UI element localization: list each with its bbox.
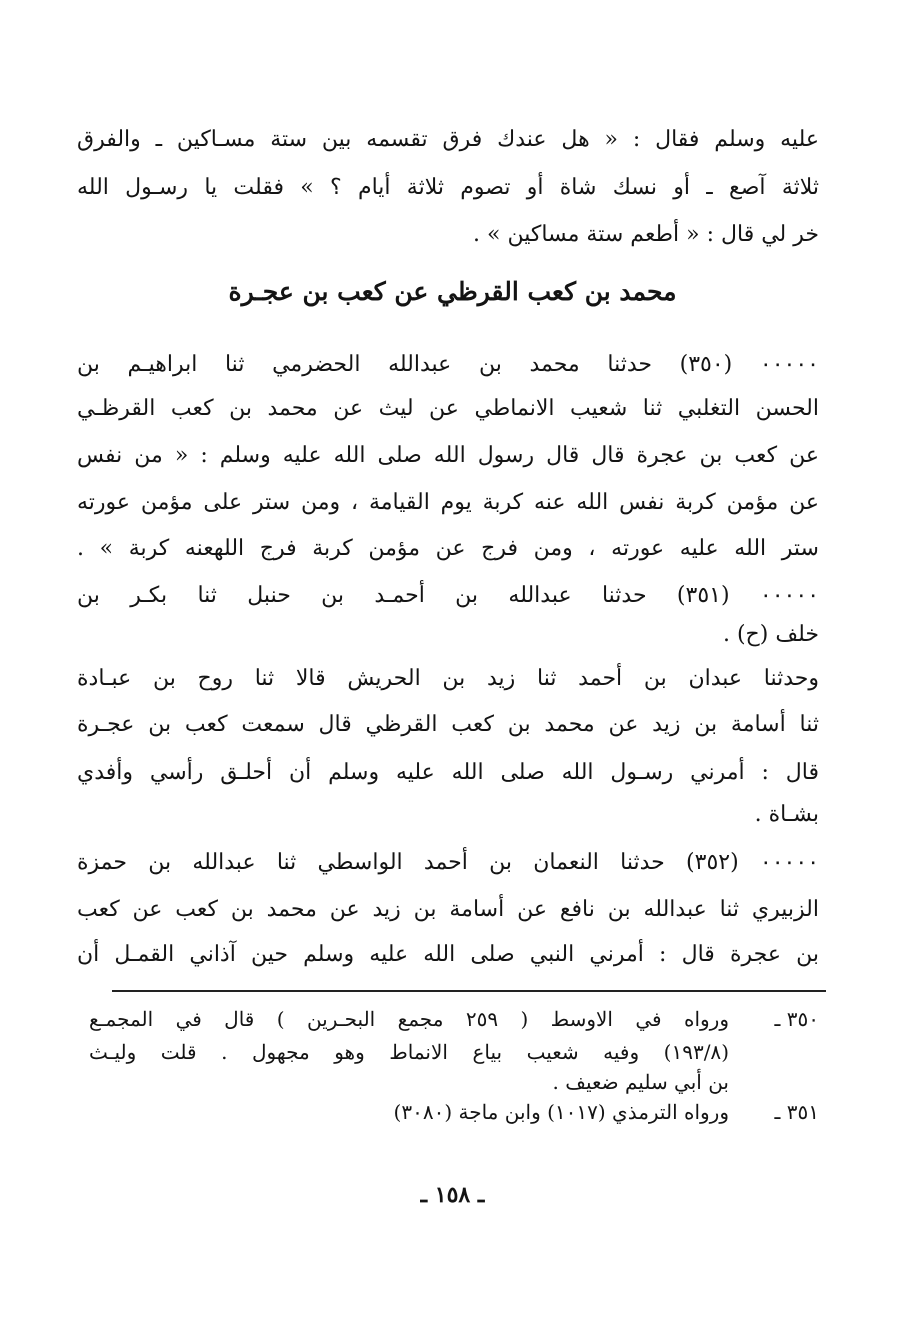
footnote-number: ٣٥٠ ـ: [774, 1007, 819, 1031]
body-line: عليه وسلم فقال : « هل عندك فرق تقسمه بين ستة مسـاكين ـ والفرق: [77, 127, 819, 152]
hadith-351-line: ٠٠٠٠٠ (٣٥١) حدثنا عبدالله بن أحمـد بن حنبل ثنا بكـر بن: [77, 583, 820, 608]
hadith-351-b-line: قال : أمرني رسـول الله صلى الله عليه وسلم أن أحلـق رأسي وأفدي: [77, 760, 819, 785]
hadith-352-line: ٠٠٠٠٠ (٣٥٢) حدثنا النعمان بن أحمد الواسطي ثنا عبدالله بن حمزة: [77, 850, 820, 875]
hadith-351-b-line: وحدثنا عبدان بن أحمد ثنا زيد بن الحريش قالا ثنا روح بن عبـادة: [77, 666, 819, 691]
footnote-line: (١٩٣/٨) وفيه شعيب بياع الانماط وهو مجهول . قلت وليـث: [89, 1040, 729, 1064]
hadith-350-line: عن مؤمن كربة نفس الله عنه كربة يوم القيامة ، ومن ستر على مؤمن عورته: [77, 490, 819, 515]
hadith-351-b-line: بشـاة .: [754, 802, 819, 827]
hadith-352-line: بن عجرة قال : أمرني النبي صلى الله عليه وسلم حين آذاني القمـل أن: [77, 942, 819, 967]
hadith-350-line: الحسن التغلبي ثنا شعيب الانماطي عن ليث عن محمد بن كعب القرظـي: [77, 396, 819, 421]
body-line: ثلاثة آصع ـ أو نسك شاة أو تصوم ثلاثة أيام ؟ » فقلت يا رسـول الله: [77, 175, 820, 200]
footnote-line: بن أبي سليم ضعيف .: [552, 1070, 729, 1094]
hadith-351-b-line: ثنا أسامة بن زيد عن محمد بن كعب القرظي قال سمعت كعب بن عجـرة: [77, 712, 819, 737]
footnote-divider: [112, 990, 826, 992]
body-line: خر لي قال : « أطعم ستة مساكين » .: [473, 222, 819, 247]
hadith-351-line: خلف (ح) .: [722, 622, 819, 647]
page-number: ـ ١٥٨ ـ: [420, 1182, 485, 1208]
hadith-352-line: الزبيري ثنا عبدالله بن نافع عن أسامة بن زيد عن محمد بن كعب عن كعب: [77, 897, 819, 922]
hadith-350-line: عن كعب بن عجرة قال قال رسول الله صلى الله عليه وسلم : « من نفس: [77, 443, 819, 468]
footnote-line: ورواه في الاوسط ( ٢٥٩ مجمع البحـرين ) قال في المجمـع: [89, 1007, 729, 1031]
hadith-350-line: ستر الله عليه عورته ، ومن فرج عن مؤمن كربة فرج اللهعنه كربة » .: [77, 536, 819, 561]
hadith-350-line: ٠٠٠٠٠ (٣٥٠) حدثنا محمد بن عبدالله الحضرمي ثنا ابراهيـم بن: [77, 352, 819, 377]
section-heading: محمد بن كعب القرظي عن كعب بن عجـرة: [228, 277, 677, 306]
footnote-number: ٣٥١ ـ: [774, 1100, 819, 1124]
footnote-line: ورواه الترمذي (١٠١٧) وابن ماجة (٣٠٨٠): [393, 1100, 729, 1124]
